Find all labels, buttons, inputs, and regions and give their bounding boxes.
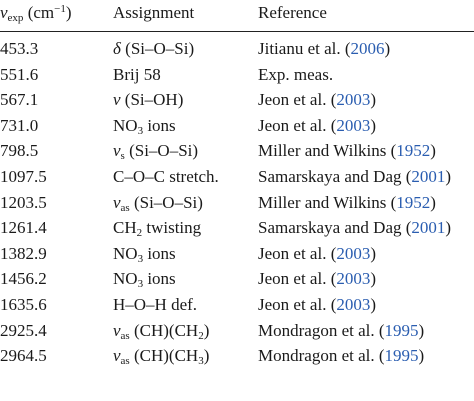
reference-authors: Jeon et al. ( bbox=[258, 243, 337, 263]
reference-authors: Jeon et al. ( bbox=[258, 294, 337, 314]
assignment-cell bbox=[113, 295, 197, 315]
header-frequency-symbol: v bbox=[0, 3, 8, 22]
reference-authors: Mondragon et al. ( bbox=[258, 320, 385, 340]
header-unit-sup: −1 bbox=[54, 3, 66, 15]
table-row bbox=[0, 346, 474, 372]
frequency-value: 1382.9 bbox=[0, 243, 47, 263]
frequency-value: 731.0 bbox=[0, 115, 39, 135]
table-header bbox=[0, 0, 474, 30]
reference-close: ) bbox=[418, 320, 425, 340]
frequency-value: 1456.2 bbox=[0, 269, 47, 289]
reference-cell bbox=[258, 218, 451, 238]
reference-close: ) bbox=[370, 243, 377, 263]
reference-close: ) bbox=[384, 39, 391, 58]
table-row bbox=[0, 141, 474, 167]
header-rule bbox=[0, 31, 474, 32]
assignment-formula-sub: 2 bbox=[136, 227, 143, 240]
reference-close: ) bbox=[370, 90, 377, 110]
assignment-symbol: v bbox=[113, 90, 121, 110]
assignment-text: NO bbox=[113, 269, 138, 289]
reference-year-link[interactable]: 2003 bbox=[336, 269, 371, 289]
frequency-value: 453.3 bbox=[0, 39, 39, 58]
assignment-text: NO bbox=[113, 243, 138, 263]
table-row bbox=[0, 65, 474, 91]
assignment-symbol: v bbox=[113, 192, 121, 212]
assignment-text: CH bbox=[113, 218, 137, 238]
reference-close: ) bbox=[370, 294, 377, 314]
frequency-value: 1635.6 bbox=[0, 294, 47, 314]
reference-cell bbox=[258, 116, 376, 136]
reference-close: ) bbox=[370, 115, 377, 135]
header-frequency bbox=[0, 3, 72, 23]
assignment-text: (Si–O–Si) bbox=[120, 39, 195, 58]
reference-authors: Samarskaya and Dag ( bbox=[258, 218, 412, 238]
assignment-cell bbox=[113, 244, 176, 264]
reference-close: ) bbox=[445, 166, 452, 186]
reference-year-link[interactable]: 1952 bbox=[396, 141, 431, 161]
frequency-value: 1203.5 bbox=[0, 192, 47, 212]
reference-close: ) bbox=[430, 192, 436, 212]
header-unit-open: (cm bbox=[27, 3, 55, 22]
assignment-cell bbox=[113, 141, 198, 161]
assignment-cell bbox=[113, 346, 209, 366]
assignment-formula-sub: 3 bbox=[137, 252, 144, 265]
assignment-symbol-sub: as bbox=[120, 329, 130, 342]
reference-cell bbox=[258, 65, 333, 85]
table-row bbox=[0, 90, 474, 116]
reference-cell bbox=[258, 39, 390, 59]
frequency-value: 798.5 bbox=[0, 141, 39, 161]
assignment-cell bbox=[113, 218, 201, 238]
assignment-tail: twisting bbox=[142, 218, 202, 238]
reference-close: ) bbox=[430, 141, 436, 161]
assignment-text: (Si–O–Si) bbox=[129, 192, 203, 212]
reference-close: ) bbox=[370, 269, 377, 289]
frequency-value: 2964.5 bbox=[0, 346, 47, 366]
assignment-cell bbox=[113, 321, 209, 341]
reference-year-link[interactable]: 2001 bbox=[411, 218, 446, 238]
assignment-cell bbox=[113, 90, 183, 110]
assignment-formula-sub: 3 bbox=[137, 278, 144, 291]
assignment-text: (Si–OH) bbox=[120, 90, 184, 110]
reference-cell bbox=[258, 141, 436, 161]
reference-authors: Jeon et al. ( bbox=[258, 90, 337, 110]
frequency-value: 2925.4 bbox=[0, 320, 47, 340]
reference-cell bbox=[258, 193, 436, 213]
assignment-symbol: v bbox=[113, 141, 121, 161]
table-row bbox=[0, 193, 474, 219]
reference-year-link[interactable]: 2001 bbox=[411, 166, 446, 186]
assignment-cell bbox=[113, 116, 176, 136]
assignment-symbol: v bbox=[113, 320, 121, 340]
reference-authors: Miller and Wilkins ( bbox=[258, 192, 397, 212]
table-row bbox=[0, 167, 474, 193]
table-row bbox=[0, 244, 474, 270]
reference-authors: Jeon et al. ( bbox=[258, 115, 337, 135]
table-row bbox=[0, 269, 474, 295]
reference-year-link[interactable]: 2003 bbox=[336, 294, 371, 314]
reference-cell bbox=[258, 244, 376, 264]
assignment-formula-sub: 3 bbox=[198, 355, 204, 368]
reference-authors: Jitianu et al. ( bbox=[258, 39, 351, 58]
assignment-cell bbox=[113, 167, 219, 187]
assignment-symbol-sub: as bbox=[120, 355, 130, 368]
frequency-value: 551.6 bbox=[0, 64, 39, 84]
assignment-text: C–O–C stretch. bbox=[113, 166, 219, 186]
assignment-symbol: δ bbox=[113, 39, 121, 58]
assignment-text: (CH)(CH bbox=[129, 320, 199, 340]
assignment-tail: ) bbox=[203, 346, 210, 366]
reference-authors: Samarskaya and Dag ( bbox=[258, 166, 412, 186]
header-assignment: Assignment bbox=[113, 3, 195, 22]
reference-cell bbox=[258, 90, 376, 110]
assignment-symbol-sub: s bbox=[120, 150, 125, 163]
assignment-symbol: v bbox=[113, 346, 121, 366]
assignment-formula-sub: 2 bbox=[198, 329, 204, 342]
reference-year-link[interactable]: 1995 bbox=[384, 346, 419, 366]
reference-close: ) bbox=[445, 218, 452, 238]
assignment-tail: ions bbox=[143, 269, 176, 289]
assignment-cell bbox=[113, 269, 176, 289]
assignment-text: (Si–O–Si) bbox=[124, 141, 199, 161]
reference-cell bbox=[258, 167, 451, 187]
reference-cell bbox=[258, 321, 424, 341]
header-reference: Reference bbox=[258, 3, 327, 22]
assignment-tail: ions bbox=[143, 243, 176, 263]
header-frequency-sub: exp bbox=[7, 12, 24, 24]
header-unit-close: ) bbox=[65, 3, 72, 22]
reference-authors: Miller and Wilkins ( bbox=[258, 141, 397, 161]
reference-year-link[interactable]: 2003 bbox=[336, 90, 371, 110]
reference-year-link[interactable]: 2003 bbox=[336, 115, 371, 135]
reference-close: ) bbox=[418, 346, 425, 366]
table-row bbox=[0, 321, 474, 347]
reference-year-link[interactable]: 1995 bbox=[384, 320, 419, 340]
frequency-value: 567.1 bbox=[0, 90, 39, 110]
frequency-value: 1261.4 bbox=[0, 218, 47, 238]
assignment-symbol-sub: as bbox=[120, 201, 130, 214]
reference-cell bbox=[258, 269, 376, 289]
table-row bbox=[0, 218, 474, 244]
assignment-cell bbox=[113, 193, 203, 213]
reference-year-link[interactable]: 1952 bbox=[396, 192, 431, 212]
table-body bbox=[0, 39, 474, 372]
reference-authors: Exp. meas. bbox=[258, 64, 334, 84]
assignment-text: (CH)(CH bbox=[129, 346, 199, 366]
frequency-value: 1097.5 bbox=[0, 166, 47, 186]
table-row bbox=[0, 39, 474, 65]
assignment-cell bbox=[113, 39, 194, 59]
assignment-tail: ions bbox=[143, 115, 176, 135]
reference-year-link[interactable]: 2003 bbox=[336, 243, 371, 263]
assignment-tail: ) bbox=[203, 320, 210, 340]
reference-cell bbox=[258, 346, 424, 366]
table-row bbox=[0, 116, 474, 142]
assignment-cell bbox=[113, 65, 161, 85]
assignment-text: H–O–H def. bbox=[113, 294, 198, 314]
reference-authors: Jeon et al. ( bbox=[258, 269, 337, 289]
table-row bbox=[0, 295, 474, 321]
reference-year-link[interactable]: 2006 bbox=[350, 39, 385, 58]
assignment-formula-sub: 3 bbox=[137, 124, 144, 137]
assignment-text: NO bbox=[113, 115, 138, 135]
reference-cell bbox=[258, 295, 376, 315]
assignment-text: Brij 58 bbox=[113, 64, 161, 84]
reference-authors: Mondragon et al. ( bbox=[258, 346, 385, 366]
